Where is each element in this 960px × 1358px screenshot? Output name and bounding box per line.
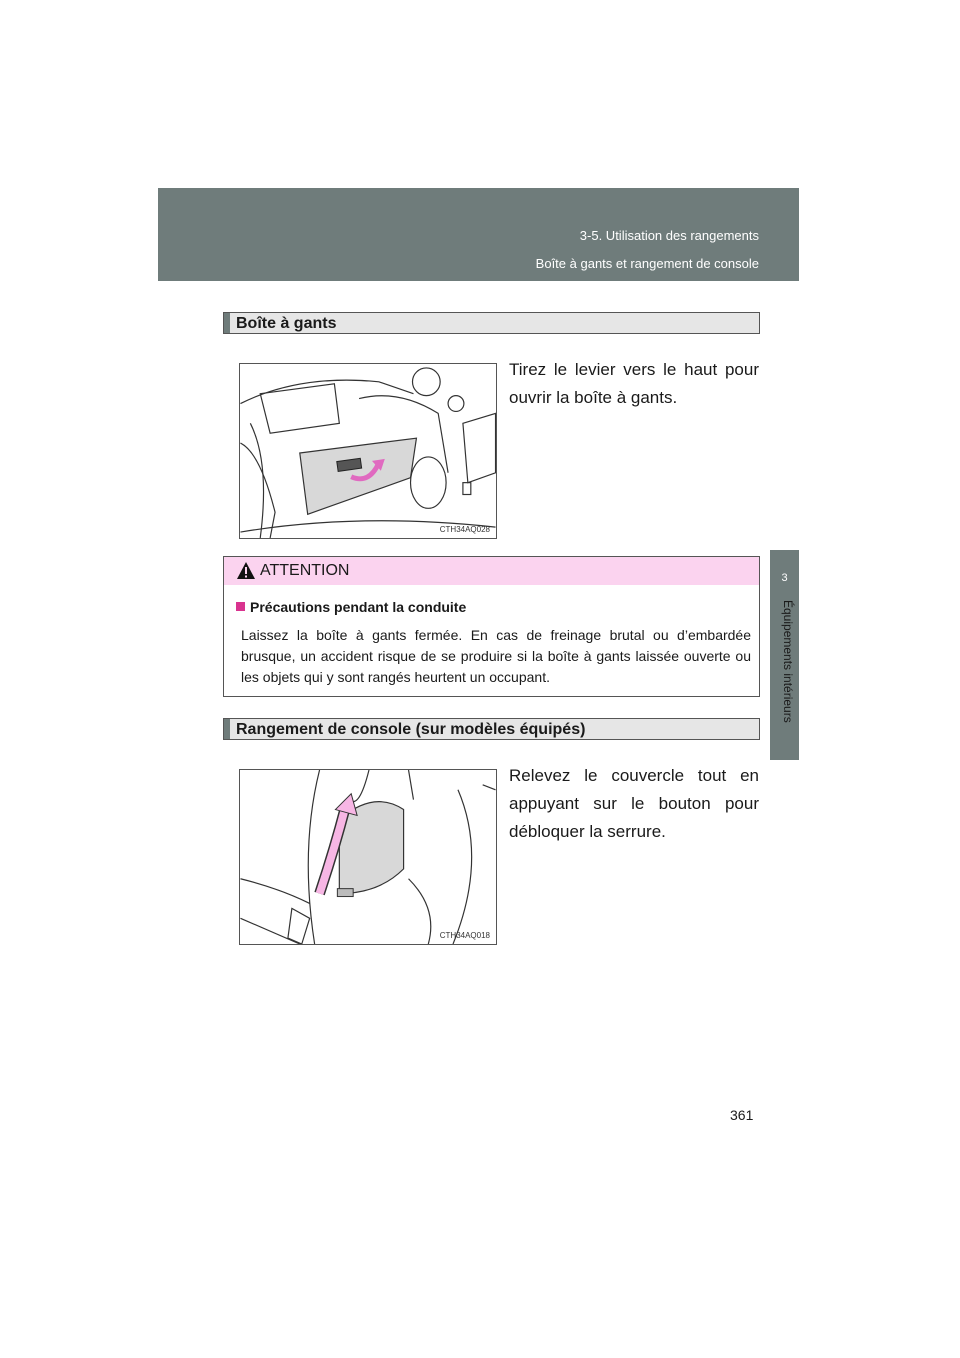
chapter-title: 3-5. Utilisation des rangements — [579, 228, 759, 243]
warning-triangle-icon — [236, 561, 256, 580]
section-title: Boîte à gants — [236, 315, 337, 332]
figure-code: CTH34AQ028 — [439, 525, 490, 534]
console-instruction: Relevez le couvercle tout en appuyant sur le bouton pour débloquer la serrure. — [509, 766, 759, 841]
page-header — [158, 188, 799, 281]
glove-box-illustration — [239, 363, 497, 539]
heading-bar — [224, 313, 230, 333]
attention-box — [223, 556, 760, 697]
glove-box-instruction: Tirez le levier vers le haut pour ouvrir la boîte à gants. — [509, 360, 759, 407]
attention-subheading-text: Précautions pendant la conduite — [250, 599, 467, 615]
attention-title: ATTENTION — [260, 562, 350, 579]
attention-subheading — [236, 599, 466, 615]
bullet-square-icon — [236, 602, 245, 611]
heading-bar — [224, 719, 230, 739]
console-drawing — [240, 770, 496, 944]
glove-box-drawing — [240, 364, 496, 538]
chapter-tab-label: Équipements intérieurs — [781, 600, 795, 723]
section-subtitle: Boîte à gants et rangement de console — [535, 256, 759, 271]
console-illustration — [239, 769, 497, 945]
section-heading-console — [223, 718, 760, 740]
section-heading-glove-box — [223, 312, 760, 334]
attention-header — [224, 557, 759, 585]
figure-code: CTH34AQ018 — [439, 931, 490, 940]
section-title: Rangement de console (sur modèles équipés) — [236, 721, 586, 738]
page-number: 361 — [730, 1107, 754, 1123]
chapter-number: 3 — [781, 572, 788, 584]
attention-text: Laissez la boîte à gants fermée. En cas de freinage brutal ou d’embardée brusque, un accident risque de se produire si la boîte à gants laissée ouverte ou les objets qui y sont rangés heurtent un occupant. — [241, 627, 751, 685]
